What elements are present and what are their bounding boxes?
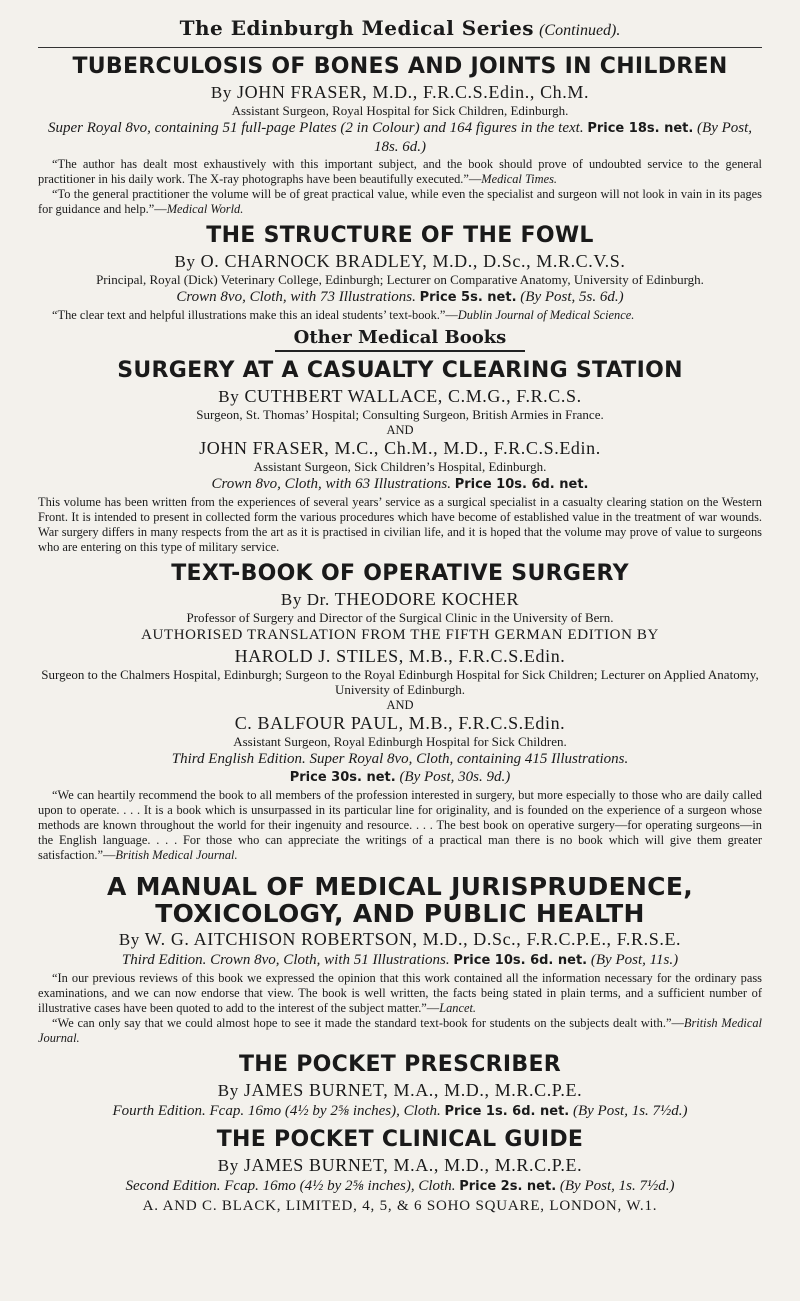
book-entry-fowl xyxy=(38,223,762,323)
book-price: Price 5s. net. xyxy=(419,290,517,305)
book-title: TEXT-BOOK OF OPERATIVE SURGERY xyxy=(171,561,629,586)
book-edition-line: Third Edition. Crown 8vo, Cloth, with 51 Illustrations. Price 10s. 6d. net. (By Post, 11s.) xyxy=(121,952,679,968)
book-title: SURGERY AT A CASUALTY CLEARING STATION xyxy=(117,358,683,383)
book-edition-line: Third English Edition. Super Royal 8vo, Cloth, containing 415 Illustrations. Price 30s. net. (By Post, 30s. 9d.) xyxy=(171,751,629,785)
series-title: The Edinburgh Medical Series xyxy=(179,16,535,40)
book-author: By Dr. THEODORE KOCHER xyxy=(280,589,520,609)
book-price: Price 2s. net. xyxy=(459,1179,557,1194)
review-quote: “The author has dealt most exhaustively with this important subject, and the book should prove of undoubted service to the general practitioner in his daily work. The X-ray photographs have been beautifully executed.”—Medical Times. xyxy=(38,157,762,186)
section-rule xyxy=(275,350,525,352)
section-header-other-books: Other Medical Books xyxy=(293,327,507,348)
book-author: By O. CHARNOCK BRADLEY, M.D., D.Sc., M.R.C.V.S. xyxy=(174,251,626,271)
review-quote: “To the general practitioner the volume will be of great practical value, while even the specialist and surgeon will not look in vain in its pages for guidance and help.”—Medical World. xyxy=(38,187,762,216)
author-affiliation: Principal, Royal (Dick) Veterinary College, Edinburgh; Lecturer on Comparative Anatomy, University of Edinburgh. xyxy=(96,272,704,287)
translator: HAROLD J. STILES, M.B., F.R.C.S.Edin. xyxy=(234,646,566,666)
post-price: (By Post, 5s. 6d.) xyxy=(520,289,624,305)
review-quote: “We can only say that we could almost hope to see it made the standard text-book for students on the subjects dealt with.”—British Medical Journal. xyxy=(38,1016,762,1045)
post-price: (By Post, 1s. 7½d.) xyxy=(559,1178,675,1194)
author-affiliation: Professor of Surgery and Director of the Surgical Clinic in the University of Bern. xyxy=(186,610,614,625)
book-title: A MANUAL OF MEDICAL JURISPRUDENCE, TOXICOLOGY, AND PUBLIC HEALTH xyxy=(107,872,693,928)
author-affiliation: Assistant Surgeon, Sick Children’s Hospital, Edinburgh. xyxy=(253,459,547,474)
book-entry-pocket-prescriber xyxy=(38,1052,762,1121)
book-title: THE STRUCTURE OF THE FOWL xyxy=(206,223,594,248)
book-author: By JAMES BURNET, M.A., M.D., M.R.C.P.E. xyxy=(217,1155,583,1175)
translator: C. BALFOUR PAUL, M.B., F.R.C.S.Edin. xyxy=(234,713,566,733)
book-title: TUBERCULOSIS OF BONES AND JOINTS IN CHILDREN xyxy=(72,54,728,79)
post-price: (By Post, 11s.) xyxy=(590,952,679,968)
and-separator: AND xyxy=(386,423,414,437)
translation-note: AUTHORISED TRANSLATION FROM THE FIFTH GERMAN EDITION BY xyxy=(141,627,659,643)
book-title: THE POCKET PRESCRIBER xyxy=(238,1052,562,1077)
book-entry-casualty-surgery xyxy=(38,358,762,555)
book-description: This volume has been written from the experiences of several years’ service as a surgical specialist in a casualty clearing station on the Western Front. It is intended to present in collected form the various procedures which have become of established value in the treatment of war wounds. War surgery differs in many respects from the art as it is practised in civilian life, and it is hoped that the volume may prove of value to surgeons who are entering on this type of military service. xyxy=(38,495,762,554)
book-author: By W. G. AITCHISON ROBERTSON, M.D., D.Sc., F.R.C.P.E., F.R.S.E. xyxy=(118,929,682,949)
publisher-footer: A. AND C. BLACK, LIMITED, 4, 5, & 6 SOHO SQUARE, LONDON, W.1. xyxy=(142,1198,658,1214)
and-separator: AND xyxy=(386,698,414,712)
book-title: THE POCKET CLINICAL GUIDE xyxy=(216,1127,584,1152)
post-price: (By Post, 18s. 6d.) xyxy=(373,120,753,155)
post-price: (By Post, 30s. 9d.) xyxy=(399,769,511,785)
book-entry-tuberculosis xyxy=(38,54,762,217)
series-header xyxy=(38,16,762,41)
translator-affiliation: Assistant Surgeon, Royal Edinburgh Hospital for Sick Children. xyxy=(233,734,567,749)
book-author: By CUTHBERT WALLACE, C.M.G., F.R.C.S. xyxy=(218,386,582,406)
header-rule xyxy=(38,47,762,48)
book-price: Price 10s. 6d. net. xyxy=(453,953,588,968)
review-quote: “The clear text and helpful illustrations make this an ideal students’ text-book.”—Dublin Journal of Medical Science. xyxy=(52,308,635,322)
book-price: Price 18s. net. xyxy=(587,121,694,136)
continued-label: (Continued). xyxy=(539,22,621,39)
book-entry-jurisprudence xyxy=(38,873,762,1046)
book-price: Price 1s. 6d. net. xyxy=(444,1104,570,1119)
translator-affiliation: Surgeon to the Chalmers Hospital, Edinburgh; Surgeon to the Royal Edinburgh Hospital for Sick Children; Lecturer on Applied Anatomy, University of Edinburgh. xyxy=(41,667,759,697)
book-edition-line: Crown 8vo, Cloth, with 63 Illustrations. Price 10s. 6d. net. xyxy=(211,476,589,492)
book-price: Price 10s. 6d. net. xyxy=(454,477,589,492)
book-edition-line: Super Royal 8vo, containing 51 full-page Plates (2 in Colour) and 164 figures in the text. Price 18s. net. (By Post, 18s. 6d.) xyxy=(47,120,753,155)
book-edition-line: Fourth Edition. Fcap. 16mo (4½ by 2⅝ inches), Cloth. Price 1s. 6d. net. (By Post, 1s. 7½d.) xyxy=(112,1103,688,1119)
review-quote: “In our previous reviews of this book we expressed the opinion that this work contained all the information necessary for the ordinary pass examinations, and we can now endorse that view. The book is well written, the facts being stated in plain terms, and a sufficient number of illustrative cases have been quoted to add to the interest of the subject matter.”—Lancet. xyxy=(38,971,762,1015)
book-author: By JOHN FRASER, M.D., F.R.C.S.Edin., Ch.M. xyxy=(210,82,590,102)
book-price: Price 30s. net. xyxy=(289,770,396,785)
book-entry-operative-surgery xyxy=(38,561,762,863)
book-author: JOHN FRASER, M.C., Ch.M., M.D., F.R.C.S.Edin. xyxy=(199,438,601,458)
book-edition-line: Second Edition. Fcap. 16mo (4½ by 2⅝ inches), Cloth. Price 2s. net. (By Post, 1s. 7½d.) xyxy=(125,1178,675,1194)
author-affiliation: Assistant Surgeon, Royal Hospital for Sick Children, Edinburgh. xyxy=(231,103,569,118)
book-edition-line: Crown 8vo, Cloth, with 73 Illustrations. Price 5s. net. (By Post, 5s. 6d.) xyxy=(176,289,624,305)
book-entry-pocket-clinical-guide xyxy=(38,1127,762,1196)
book-author: By JAMES BURNET, M.A., M.D., M.R.C.P.E. xyxy=(217,1080,583,1100)
review-quote: “We can heartily recommend the book to all members of the profession interested in surgery, but more especially to those who are daily called upon to operate. . . . It is a book which is unsurpassed in its particular line for originality, and is founded on the experience of a surgeon whose methods are known throughout the world for their ingenuity and resource. . . . The best book on operative surgery—for operating surgeons—in the English language. . . . For those who can appreciate the writings of a practical man there is no book which will give them greater satisfaction.”—British Medical Journal. xyxy=(38,788,762,862)
post-price: (By Post, 1s. 7½d.) xyxy=(572,1103,688,1119)
author-affiliation: Surgeon, St. Thomas’ Hospital; Consulting Surgeon, British Armies in France. xyxy=(196,407,604,422)
